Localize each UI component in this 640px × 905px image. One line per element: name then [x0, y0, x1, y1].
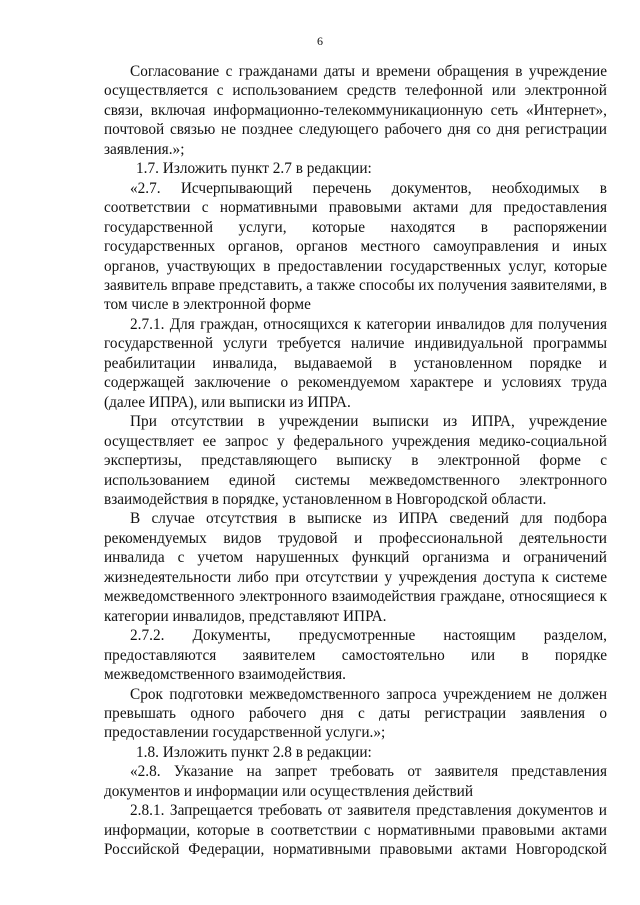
paragraph-item-1-7: 1.7. Изложить пункт 2.7 в редакции: — [136, 160, 372, 178]
paragraph-clause-2-7: «2.7. Исчерпывающий перечень документов, необходимых в соответствии с нормативными правовыми актами для предоставления государственной услуги, которые находятся в распоряжении государственных органов, органов местного самоуправления и иных органов, участвующих в предоставлении государственных услуг, которые заявитель вправе представить, а также способы их получения заявителями, в том числе в электронной форме — [104, 179, 607, 314]
document-body — [104, 62, 607, 860]
paragraph-item-1-8: 1.8. Изложить пункт 2.8 в редакции: — [136, 743, 372, 761]
paragraph-clause-2-7-2: 2.7.2. Документы, предусмотренные настоящим разделом, предоставляются заявителем самостоятельно или в порядке межведомственного взаимодействия. — [104, 627, 607, 684]
paragraph-clause-2-8: «2.8. Указание на запрет требовать от заявителя представления документов и информации или осуществления действий — [104, 763, 607, 800]
paragraph-clause-2-8-1: 2.8.1. Запрещается требовать от заявителя представления документов и информации, которые в соответствии с нормативными правовыми актами Российской Федерации, нормативными правовыми актами Новгородской — [104, 802, 607, 859]
paragraph-ipra-absence: При отсутствии в учреждении выписки из ИПРА, учреждение осуществляет ее запрос у федерального учреждения медико-социальной экспертизы, представляющего выписку в электронной форме с использованием единой системы межведомственного электронного взаимодействия в порядке, установленном в Новгородской области. — [104, 413, 607, 508]
page-number: 6 — [317, 34, 323, 48]
paragraph-request-deadline: Срок подготовки межведомственного запроса учреждением не должен превышать одного рабочего дня с даты регистрации заявления о предоставлении государственной услуги.»; — [104, 685, 607, 742]
paragraph-ipra-missing-info: В случае отсутствия в выписке из ИПРА сведений для подбора рекомендуемых видов трудовой и профессиональной деятельности инвалида с учетом нарушенных функций организма и ограничений жизнедеятельности либо при отсутствии у учреждения доступа к системе межведомственного электронного взаимодействия граждане, относящиеся к категории инвалидов, представляют ИПРА. — [104, 510, 607, 625]
paragraph-clause-2-7-1: 2.7.1. Для граждан, относящихся к категории инвалидов для получения государственной услуги требуется наличие индивидуальной программы реабилитации инвалида, выдаваемой в установленном порядке и содержащей заключение о рекомендуемом характере и условиях труда (далее ИПРА), или выписки из ИПРА. — [104, 315, 607, 411]
paragraph-coordination: Согласование с гражданами даты и времени обращения в учреждение осуществляется с использованием средств телефонной или электронной связи, включая информационно-телекоммуникационную сеть «Интернет», почтовой связью не позднее следующего рабочего дня со дня регистрации заявления.»; — [104, 63, 607, 158]
